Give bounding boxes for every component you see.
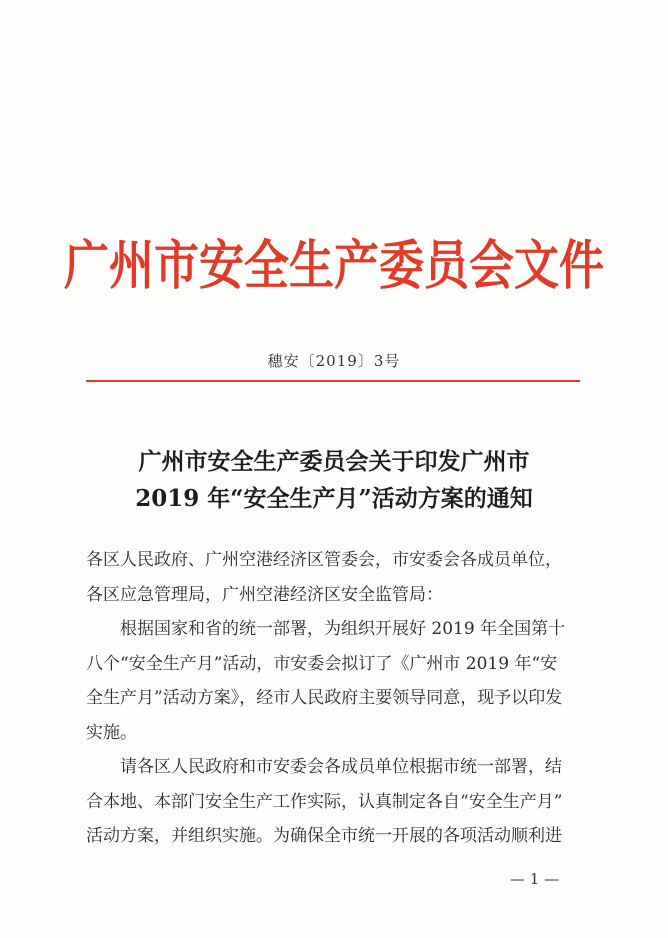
body-line: 全生产月”活动方案》，经市人民政府主要领导同意，现予以印发: [86, 688, 563, 708]
body-line: 合本地、本部门安全生产工作实际，认真制定各自“安全生产月”: [86, 791, 563, 812]
issuer-header: 广州市安全生产委员会文件: [63, 233, 604, 297]
body-line: 请各区人民政府和市安委会各成员单位根据市统一部署，结: [120, 757, 562, 777]
document-title: [0, 443, 668, 517]
body-line: 八个“安全生产月”活动，市安委会拟订了《广州市 2019 年“安: [86, 653, 558, 674]
body-line: 根据国家和省的统一部署，为组织开展好 2019 年全国第十: [120, 619, 566, 639]
body-line: 各区应急管理局，广州空港经济区安全监管局：: [86, 584, 443, 605]
body-line: 各区人民政府、广州空港经济区管委会，市安委会各成员单位，: [86, 550, 562, 570]
red-divider-line: [86, 380, 580, 382]
title-line-1: 广州市安全生产委员会关于印发广州市: [138, 448, 530, 475]
document-body: [86, 543, 580, 854]
document-number: 穗安〔2019〕3号: [267, 352, 401, 370]
title-line-2: 2019 年“安全生产月”活动方案的通知: [135, 485, 533, 512]
body-line: 活动方案，并组织实施。为确保全市统一开展的各项活动顺利进: [86, 826, 562, 846]
page-number: — 1 —: [510, 870, 560, 888]
body-line: 实施。: [86, 722, 137, 743]
